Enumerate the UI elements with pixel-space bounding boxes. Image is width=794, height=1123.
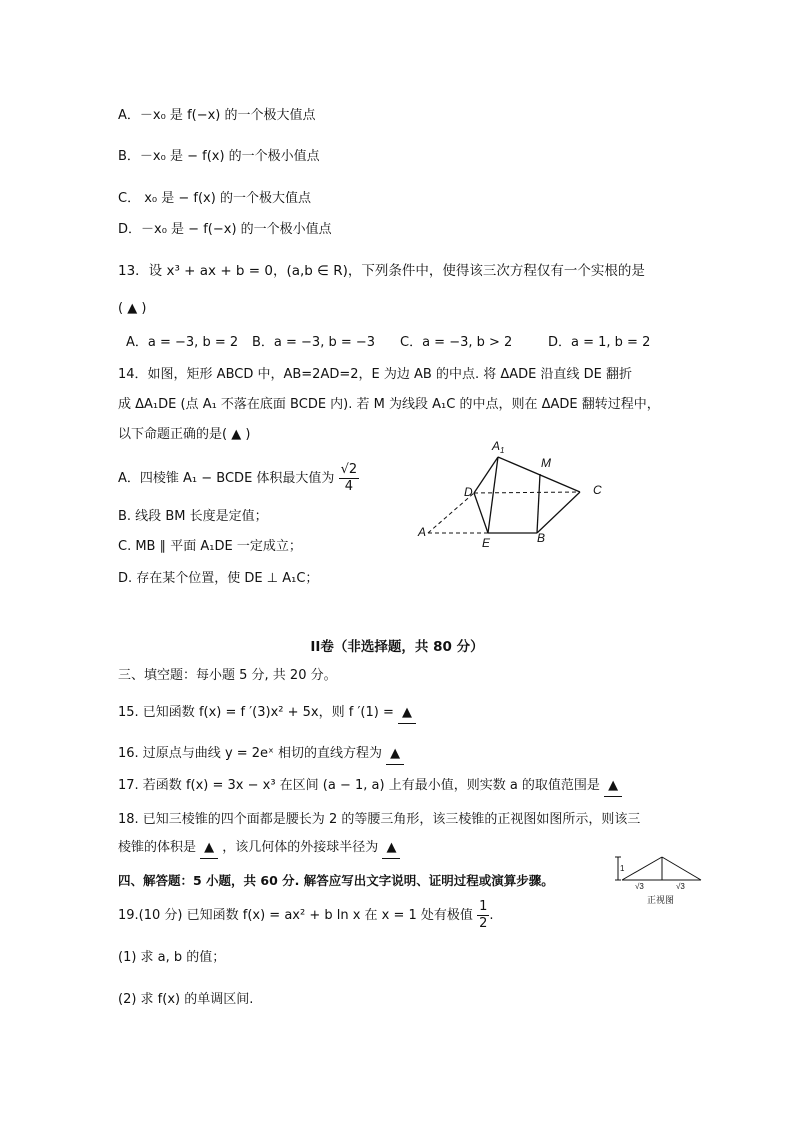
q13-option-c: C．a = −3, b > 2 [400, 335, 513, 350]
q16 [118, 744, 404, 765]
q15-text: 15. 已知函数 f(x) = f ′(3)x² + 5x，则 f ′(1) = [118, 705, 394, 720]
q14-line-2: 成 ΔA₁DE (点 A₁ 不落在底面 BCDE 内). 若 M 为线段 A₁C 的中点，则在 ΔADE 翻转过程中， [118, 397, 660, 412]
q18-text-b: ，该几何体的外接球半径为 [222, 840, 379, 855]
q16-answer-blank: ▲ [386, 744, 404, 765]
figure-label-e: E [482, 536, 491, 550]
q16-text: 16. 过原点与曲线 y = 2eˣ 相切的直线方程为 [118, 746, 382, 761]
q12-option-c: C． x₀ 是 − f(x) 的一个极大值点 [118, 191, 311, 206]
figure-label-b: B [537, 531, 546, 545]
q19-part-2: (2) 求 f(x) 的单调区间. [118, 992, 254, 1007]
q12-option-d: D．－x₀ 是 − f(−x) 的一个极小值点 [118, 222, 332, 237]
q17-answer-blank: ▲ [604, 776, 622, 797]
q18-answer-blank-1: ▲ [200, 838, 218, 859]
section-3-header: 三、填空题：每小题 5 分, 共 20 分。 [118, 668, 337, 683]
front-view-height-label: 1 [620, 864, 625, 873]
q19-fraction [477, 899, 489, 932]
q13-option-b: B．a = −3, b = −3 [252, 335, 376, 350]
fraction-denominator: 4 [344, 479, 353, 494]
q18-line-2 [118, 838, 400, 859]
section-4-header: 四、解答题：5 小题，共 60 分. 解答应写出文字说明、证明过程或演算步骤。 [118, 873, 554, 888]
q19-stem [118, 896, 494, 936]
q14-line-1: 14．如图，矩形 ABCD 中，AB=2AD=2，E 为边 AB 的中点. 将 ΔADE 沿直线 DE 翻折 [118, 367, 632, 382]
q19-part-1: (1) 求 a, b 的值； [118, 950, 226, 965]
q17 [118, 776, 622, 797]
q18-text-a: 棱锥的体积是 [118, 840, 197, 855]
q19-stem-end: . [489, 908, 494, 923]
figure-label-a1: $A_1$ [492, 439, 505, 455]
q14-option-b: B. 线段 BM 长度是定值； [118, 509, 268, 524]
q13-stem: 13．设 x³ + ax + b = 0，(a,b ∈ R)，下列条件中，使得该三次方程仅有一个实根的是 [118, 263, 645, 279]
front-view-caption: 正视图 [647, 895, 675, 905]
q15 [118, 703, 416, 724]
figure-label-c: C [593, 483, 602, 497]
q14-option-a-text: A．四棱锥 A₁ − BCDE 体积最大值为 [118, 471, 335, 486]
q14-option-d: D. 存在某个位置，使 DE ⊥ A₁C； [118, 571, 319, 586]
section-2-title: II卷（非选择题，共 80 分） [310, 639, 484, 655]
front-view-right-width-label: √3 [676, 882, 685, 891]
fraction-numerator: √2 [340, 462, 358, 477]
q15-answer-blank: ▲ [398, 703, 416, 724]
q13-answer-mark: ( ▲ ) [118, 301, 147, 316]
fraction-denominator: 2 [479, 916, 488, 931]
figure-label-d: D [464, 485, 473, 499]
q18-answer-blank-2: ▲ [382, 838, 400, 859]
q14-option-a-fraction [339, 462, 360, 495]
q19-stem-text: 19.(10 分) 已知函数 f(x) = ax² + b ln x 在 x = 1 处有极值 [118, 908, 473, 923]
figure-label-m: M [541, 456, 551, 470]
fraction-numerator: 1 [479, 899, 488, 914]
q18-front-view-figure [612, 852, 712, 908]
q14-option-c: C. MB ∥ 平面 A₁DE 一定成立； [118, 539, 302, 554]
q14-option-a [118, 460, 359, 498]
figure-label-a: A [418, 525, 427, 539]
front-view-left-width-label: √3 [635, 882, 644, 891]
q13-option-d: D．a = 1, b = 2 [548, 335, 651, 350]
q12-option-b: B．－x₀ 是 − f(x) 的一个极小值点 [118, 149, 320, 164]
q18-line-1: 18. 已知三棱锥的四个面都是腰长为 2 的等腰三角形，该三棱锥的正视图如图所示，则该三 [118, 812, 641, 827]
q13-option-a: A．a = −3, b = 2 [126, 335, 239, 350]
q14-line-3: 以下命题正确的是( ▲ ) [118, 427, 251, 442]
q14-geometry-figure [410, 430, 610, 550]
q17-text: 17. 若函数 f(x) = 3x − x³ 在区间 (a − 1, a) 上有最小值，则实数 a 的取值范围是 [118, 778, 600, 793]
q12-option-a: A．－x₀ 是 f(−x) 的一个极大值点 [118, 108, 316, 123]
